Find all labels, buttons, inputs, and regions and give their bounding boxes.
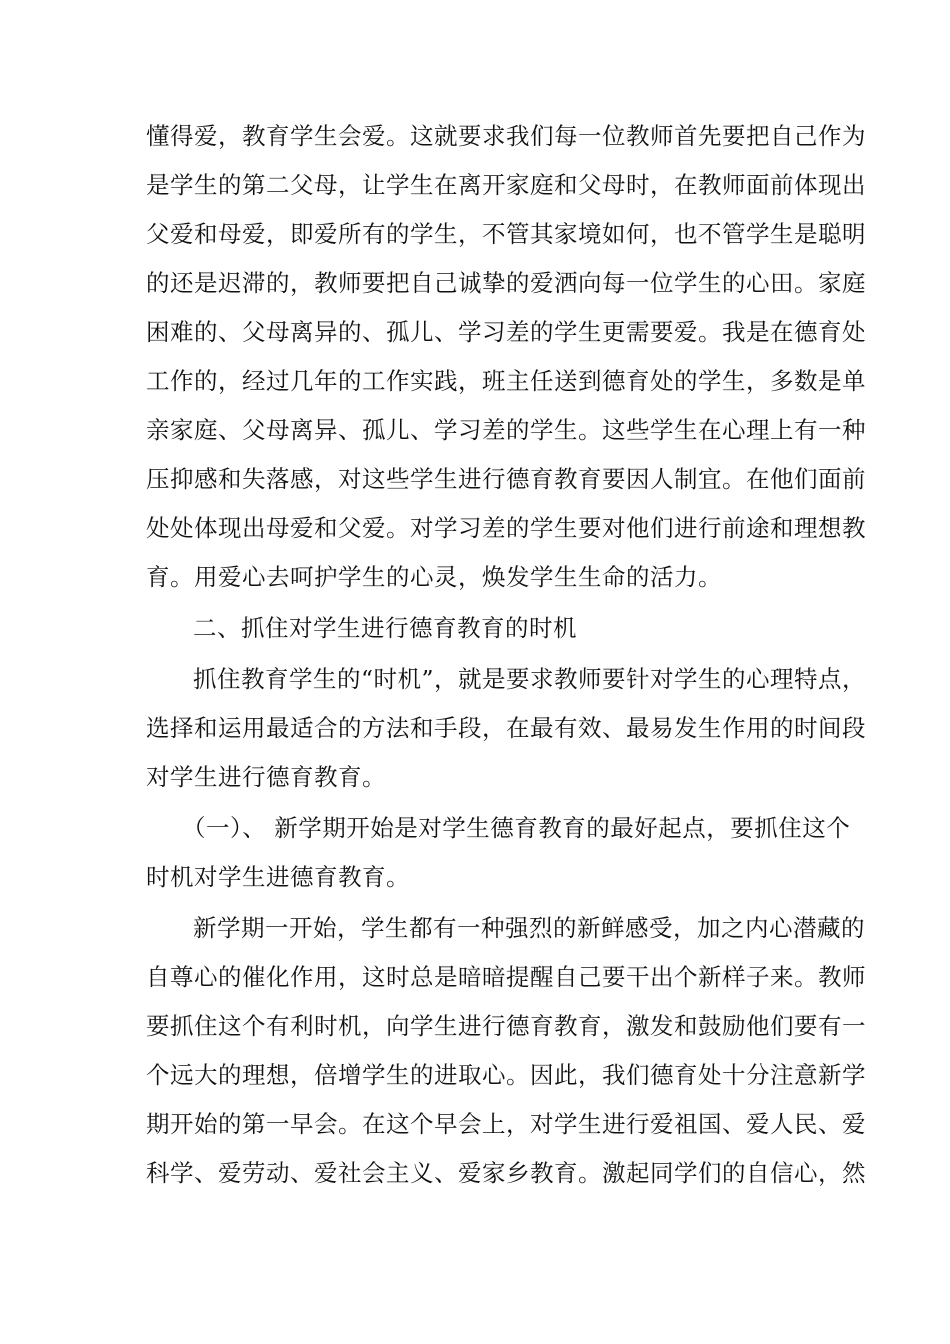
text-line: 困难的、父母离异的、孤儿、学习差的学生更需要爱。我是在德育处 <box>146 318 866 346</box>
text-line: 亲家庭、父母离异、孤儿、学习差的学生。这些学生在心理上有一种 <box>146 416 866 444</box>
text-line: 的还是迟滞的，教师要把自己诚挚的爱洒向每一位学生的心田。家庭 <box>146 269 866 297</box>
text-line: 期开始的第一早会。在这个早会上，对学生进行爱祖国、爱人民、爱 <box>146 1110 866 1138</box>
text-line: 育。用爱心去呵护学生的心灵，焕发学生生命的活力。 <box>146 563 722 591</box>
text-line: 新学期一开始，学生都有一种强烈的新鲜感受，加之内心潜藏的 <box>193 914 865 942</box>
text-line: 压抑感和失落感，对这些学生进行德育教育要因人制宜。在他们面前 <box>146 465 866 493</box>
text-line: 个远大的理想，倍增学生的进取心。因此，我们德育处十分注意新学 <box>146 1061 866 1089</box>
text-line: 懂得爱，教育学生会爱。这就要求我们每一位教师首先要把自己作为 <box>146 122 866 150</box>
section-heading: 二、抓住对学生进行德育教育的时机 <box>193 614 577 642</box>
text-line: 是学生的第二父母，让学生在离开家庭和父母时，在教师面前体现出 <box>146 171 866 199</box>
text-line: 处处体现出母爱和父爱。对学习差的学生要对他们进行前途和理想教 <box>146 514 866 542</box>
text-line: 对学生进行德育教育。 <box>146 763 386 791</box>
subsection-heading: （一）、 新学期开始是对学生德育教育的最好起点，要抓住这个 <box>182 814 851 842</box>
text-line: 科学、爱劳动、爱社会主义、爱家乡教育。激起同学们的自信心，然 <box>146 1159 866 1187</box>
text-line: 自尊心的催化作用，这时总是暗暗提醒自己要干出个新样子来。教师 <box>146 963 866 991</box>
text-line: 工作的，经过几年的工作实践，班主任送到德育处的学生，多数是单 <box>146 367 866 395</box>
text-line: 抓住教育学生的“时机”，就是要求教师要针对学生的心理特点， <box>193 665 867 693</box>
subsection-heading-continued: 时机对学生进德育教育。 <box>146 863 410 891</box>
text-line: 选择和运用最适合的方法和手段，在最有效、最易发生作用的时间段 <box>146 714 866 742</box>
document-body <box>146 112 867 1198</box>
text-line: 父爱和母爱，即爱所有的学生，不管其家境如何，也不管学生是聪明 <box>146 220 866 248</box>
text-line: 要抓住这个有利时机，向学生进行德育教育，激发和鼓励他们要有一 <box>146 1012 866 1040</box>
